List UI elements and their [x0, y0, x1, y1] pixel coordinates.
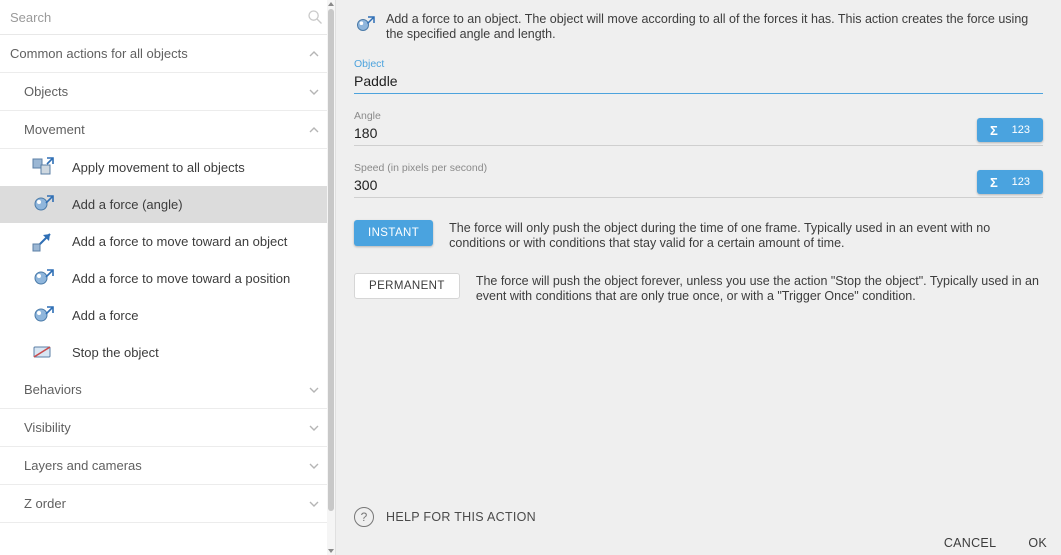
field-angle	[336, 110, 1061, 146]
chevron-down-icon	[307, 85, 321, 99]
sidebar-scrollbar[interactable]	[327, 0, 335, 555]
dialog-footer	[336, 531, 1061, 555]
mode-row-permanent	[336, 273, 1061, 304]
sidebar-action-label: Apply movement to all objects	[72, 159, 245, 175]
field-label: Speed (in pixels per second)	[354, 162, 488, 174]
sidebar-action-label: Add a force to move toward an object	[72, 233, 288, 249]
sidebar-section-label: Visibility	[24, 420, 71, 435]
field-speed	[336, 162, 1061, 198]
search-icon[interactable]	[307, 9, 323, 25]
force-toward-position-icon	[30, 265, 56, 291]
action-description: Add a force to an object. The object will move according to all of the forces it has. This action creates the force using the specified angle and length.	[386, 12, 1029, 41]
sidebar-action-label: Add a force (angle)	[72, 196, 183, 212]
action-description-row	[336, 0, 1061, 42]
sidebar-section-visibility[interactable]	[0, 409, 335, 447]
speed-expression-button[interactable]	[977, 170, 1043, 194]
field-underline	[354, 197, 1043, 198]
sidebar-action-apply-movement-to-all-objects[interactable]	[0, 149, 335, 186]
angle-field-value[interactable]: 180	[354, 125, 378, 141]
actions-sidebar	[0, 0, 336, 555]
sidebar-action-add-a-force-to-move-toward-a-position[interactable]	[0, 260, 335, 297]
instant-button[interactable]: INSTANT	[354, 220, 433, 246]
ok-button[interactable]: OK	[1028, 536, 1047, 550]
expression-button-number: 123	[1011, 176, 1031, 188]
chevron-down-icon	[307, 459, 321, 473]
field-label: Angle	[354, 110, 381, 122]
field-label: Object	[354, 58, 385, 70]
field-object	[336, 58, 1061, 94]
permanent-button[interactable]: PERMANENT	[354, 273, 460, 299]
sidebar-action-stop-the-object[interactable]	[0, 334, 335, 371]
field-underline	[354, 93, 1043, 94]
sidebar-action-add-a-force-angle[interactable]	[0, 186, 335, 223]
sidebar-section-label: Layers and cameras	[24, 458, 142, 473]
sidebar-section-label: Objects	[24, 84, 69, 99]
sidebar-section-label: Movement	[24, 122, 85, 137]
scroll-up-arrow-icon[interactable]	[328, 2, 334, 6]
sidebar-section-common-actions[interactable]	[0, 35, 335, 73]
sidebar-action-label: Add a force	[72, 307, 139, 323]
sidebar-section-z-order[interactable]	[0, 485, 335, 523]
chevron-up-icon	[307, 123, 321, 137]
chevron-down-icon	[307, 383, 321, 397]
sidebar-section-label: Behaviors	[24, 382, 82, 397]
search-input[interactable]	[10, 10, 307, 25]
force-toward-object-icon	[30, 228, 56, 254]
stop-object-icon	[30, 339, 56, 365]
help-for-this-action-link[interactable]	[354, 507, 536, 527]
sigma-icon: Σ	[989, 174, 998, 190]
help-label: HELP FOR THIS ACTION	[386, 510, 537, 524]
sidebar-section-behaviors[interactable]	[0, 371, 335, 409]
sidebar-section-label: Z order	[24, 496, 66, 511]
sidebar-section-layers-and-cameras[interactable]	[0, 447, 335, 485]
mode-row-instant	[336, 220, 1061, 251]
sidebar-section-movement[interactable]	[0, 111, 335, 149]
movement-all-objects-icon	[30, 154, 56, 180]
chevron-up-icon	[307, 47, 321, 61]
sidebar-action-label: Stop the object	[72, 344, 159, 360]
scroll-down-arrow-icon[interactable]	[328, 549, 334, 553]
instant-description: The force will only push the object during the time of one frame. Typically used in an event with no conditions or with conditions that stay valid for a certain amount of time.	[449, 221, 991, 250]
question-mark-icon: ?	[354, 507, 374, 527]
sidebar-action-label: Add a force to move toward a position	[72, 270, 291, 286]
sidebar-action-add-a-force-to-move-toward-an-object[interactable]	[0, 223, 335, 260]
speed-field-value[interactable]: 300	[354, 177, 378, 193]
expression-button-number: 123	[1011, 124, 1031, 136]
chevron-down-icon	[307, 497, 321, 511]
force-angle-icon	[30, 191, 56, 217]
sidebar-section-objects[interactable]	[0, 73, 335, 111]
cancel-button[interactable]: CANCEL	[943, 536, 997, 550]
sidebar-section-label: Common actions for all objects	[10, 46, 188, 61]
angle-expression-button[interactable]	[977, 118, 1043, 142]
action-detail-panel	[336, 0, 1061, 555]
force-angle-icon	[354, 13, 376, 35]
sidebar-scrollbar-thumb[interactable]	[328, 9, 334, 511]
object-field-value[interactable]: Paddle	[354, 73, 398, 89]
permanent-description: The force will push the object forever, unless you use the action "Stop the object". Typically used in an event with conditions that are only true once, or with a "Trigger Once" condition.	[475, 274, 1039, 303]
search-row	[0, 0, 335, 35]
sidebar-action-add-a-force[interactable]	[0, 297, 335, 334]
chevron-down-icon	[307, 421, 321, 435]
force-icon	[30, 302, 56, 328]
sigma-icon: Σ	[989, 122, 998, 138]
field-underline	[354, 145, 1043, 146]
